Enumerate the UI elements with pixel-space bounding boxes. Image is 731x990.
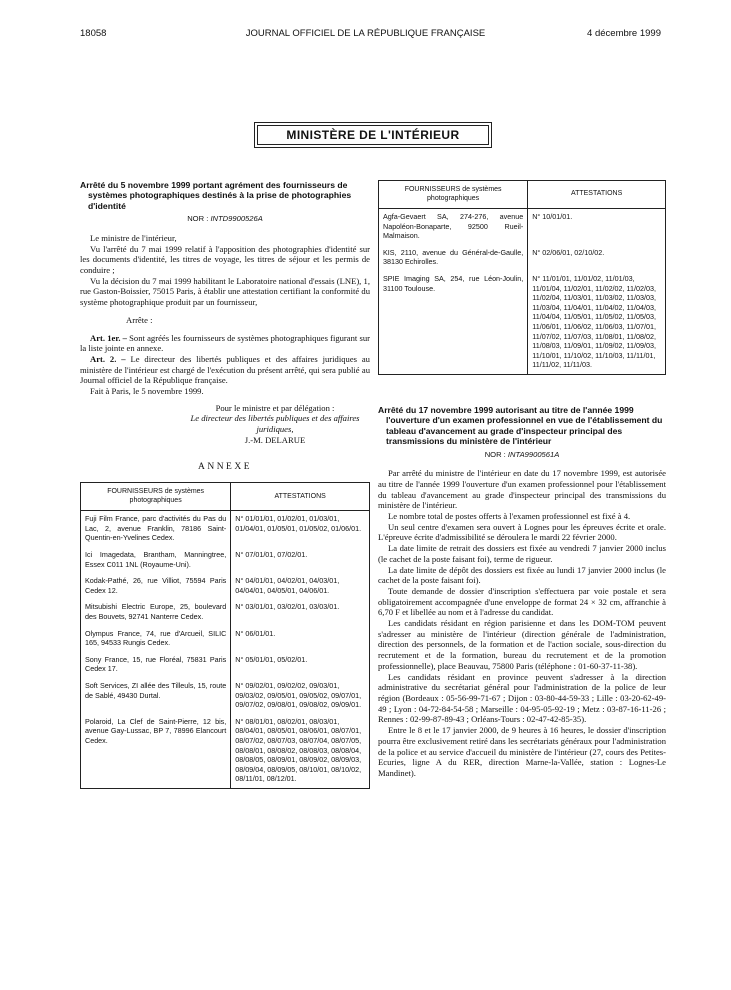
supplier-cell: KIS, 2110, avenue du Général-de-Gaulle, 38130 Echirolles. (379, 245, 528, 271)
ministry-title: MINISTÈRE DE L'INTÉRIEUR (257, 125, 489, 145)
body-paragraph: Toute demande de dossier d'inscription s'effectuera par voie postale et sera obligatoirement accompagnée d'une enveloppe de format 24 × 32 cm, affranchie à 6,70 F et libellée au nom et à l'adresse du candidat. (378, 585, 666, 618)
vu-paragraph: Vu l'arrêté du 7 mai 1999 relatif à l'apposition des photographies d'identité sur les documents d'identité, les titres de voyage, les titres de séjour et les permis de conduire ; (80, 243, 370, 276)
col-header-fournisseurs: FOURNISSEURS de systèmes photographiques (81, 483, 231, 511)
table-row (81, 599, 370, 625)
right-column (378, 180, 666, 779)
table-row (81, 511, 370, 547)
vu-paragraph: Vu la décision du 7 mai 1999 habilitant le Laboratoire national d'essais (LNE), 1, rue Gaston-Boissier, 75015 Paris, à établir une attestation certifiant la conformité du système photographique produit par un fournisseur, (80, 275, 370, 308)
signature-block: Pour le ministre et par délégation : Le directeur des libertés publiques et des affaires juridiques, J.-M. DELARUE (190, 402, 360, 445)
attestation-cell: N° 03/01/01, 03/02/01, 03/03/01. (231, 599, 370, 625)
body-paragraph: Le nombre total de postes offerts à l'examen professionnel est fixé à 4. (388, 511, 631, 522)
supplier-cell: Sony France, 15, rue Floréal, 75831 Paris Cedex 17. (81, 652, 231, 678)
supplier-cell: Polaroid, La Clef de Saint-Pierre, 12 bis, avenue Gay-Lussac, BP 7, 78996 Elancourt Cedex. (81, 714, 231, 789)
attestation-cell: N° 07/01/01, 07/02/01. (231, 547, 370, 573)
table-row (81, 714, 370, 789)
table-row (379, 271, 666, 374)
col-header-attestations: ATTESTATIONS (528, 181, 666, 209)
attestation-cell: N° 09/02/01, 09/02/02, 09/03/01, 09/03/02, 09/05/01, 09/05/02, 09/07/01, 09/07/02, 09/08/01, 09/08/02, 09/09/01. (231, 678, 370, 714)
table-row (81, 573, 370, 599)
issue-date: 4 décembre 1999 (587, 28, 661, 39)
body-paragraph: Les candidats résidant en région parisienne et dans les DOM-TOM peuvent s'adresser au ministère de l'intérieur (direction générale de l'administration, direction des personnels, de la formation et de l'action sociale, sous-direction du recrutement et de la formation, bureau du recrutement et de la promotion professionnelle), place Beauvau, 75800 Paris (téléphone : 01-60-37-11-38). (378, 618, 666, 671)
table-row (379, 245, 666, 271)
supplier-cell: Kodak-Pathé, 26, rue Villiot, 75594 Paris Cedex 12. (81, 573, 231, 599)
left-column (80, 180, 370, 789)
table-row (81, 652, 370, 678)
minister-line: Le ministre de l'intérieur, (90, 232, 177, 243)
attestation-cell: N° 11/01/01, 11/01/02, 11/01/03, 11/01/04, 11/02/01, 11/02/02, 11/02/03, 11/02/04, 11/03/01, 11/03/02, 11/03/03, 11/03/04, 11/04/01, 11/04/02, 11/04/03, 11/04/04, 11/05/01, 11/05/02, 11/05/03, 11/06/01, 11/06/02, 11/06/03, 11/07/01, 11/07/02, 11/07/03, 11/08/01, 11/08/02, 11/08/03, 11/09/01, 11/09/02, 11/09/03, 11/10/01, 11/10/02, 11/10/03, 11/11/01, 11/11/02, 11/11/03. (528, 271, 666, 374)
nor-reference: NOR : INTD9900526A (187, 214, 263, 224)
attestation-cell: N° 08/01/01, 08/02/01, 08/03/01, 08/04/01, 08/05/01, 08/06/01, 08/07/01, 08/07/02, 08/07/03, 08/07/04, 08/07/05, 08/08/01, 08/08/02, 08/08/03, 08/08/04, 08/08/05, 08/09/01, 08/09/02, 08/09/03, 08/09/04, 08/09/05, 08/10/01, 08/10/02, 08/11/01, 08/12/01. (231, 714, 370, 789)
table-row (81, 626, 370, 652)
page-header (0, 28, 731, 46)
arrete-title: Arrêté du 5 novembre 1999 portant agrément des fournisseurs de systèmes photographiques destinés à la prise de photographies d'identité (80, 180, 352, 211)
body-paragraph: La date limite de retrait des dossiers est fixée au vendredi 7 janvier 2000 inclus (le cachet de la poste faisant foi), terme de rigueur. (378, 543, 666, 564)
supplier-cell: Agfa-Gevaert SA, 274-276, avenue Napoléon-Bonaparte, 92500 Rueil-Malmaison. (379, 209, 528, 245)
supplier-cell: Olympus France, 74, rue d'Arcueil, SILIC 165, 94533 Rungis Cedex. (81, 626, 231, 652)
journal-title: JOURNAL OFFICIEL DE LA RÉPUBLIQUE FRANÇAISE (245, 28, 486, 39)
supplier-cell: Fuji Film France, parc d'activités du Pas du Lac, 2, avenue Franklin, 78186 Saint-Quentin-en-Yvelines Cedex. (81, 511, 231, 547)
attestation-cell: N° 06/01/01. (231, 626, 370, 652)
fait-line: Fait à Paris, le 5 novembre 1999. (90, 386, 204, 397)
body-paragraph: Par arrêté du ministre de l'intérieur en date du 17 novembre 1999, est autorisée au titre de l'année 1999 l'ouverture d'un examen professionnel pour l'établissement du tableau d'avancement au grade d'inspecteur principal des transmissions du ministère de l'intérieur. (378, 468, 666, 511)
body-paragraph: Un seul centre d'examen sera ouvert à Lognes pour les épreuves écrite et orale. L'épreuve écrite d'admissibilité se déroulera le mardi 22 février 2000. (378, 521, 666, 543)
attestation-cell: N° 04/01/01, 04/02/01, 04/03/01, 04/04/01, 04/05/01, 04/06/01. (231, 573, 370, 599)
article-1: Art. 1er. – Sont agréés les fournisseurs de systèmes photographiques figurant sur la liste jointe en annexe. (80, 332, 370, 354)
attestation-cell: N° 10/01/01. (528, 209, 666, 245)
table-row (379, 209, 666, 245)
attestation-cell: N° 01/01/01, 01/02/01, 01/03/01, 01/04/01, 01/05/01, 01/05/02, 01/06/01. (231, 511, 370, 547)
attestation-cell: N° 02/06/01, 02/10/02. (528, 245, 666, 271)
col-header-fournisseurs: FOURNISSEURS de systèmes photographiques (379, 181, 528, 209)
table-row (81, 678, 370, 714)
suppliers-table (80, 482, 370, 789)
arrete-body (378, 468, 666, 778)
supplier-cell: Soft Services, ZI allée des Tilleuls, 15, route de Sablé, 49430 Durtal. (81, 678, 231, 714)
table-row (81, 547, 370, 573)
col-header-attestations: ATTESTATIONS (231, 483, 370, 511)
supplier-cell: Ici Imagedata, Brantham, Manningtree, Essex C011 1NL (Royaume-Uni). (81, 547, 231, 573)
annexe-heading: ANNEXE (197, 461, 253, 472)
supplier-cell: Mitsubishi Electric Europe, 25, boulevard des Bouvets, 92741 Nanterre Cedex. (81, 599, 231, 625)
body-paragraph: La date limite de dépôt des dossiers est fixée au lundi 17 janvier 2000 inclus (le cachet de la poste faisant foi). (378, 564, 666, 586)
supplier-cell: SPIE Imaging SA, 254, rue Léon-Joulin, 31100 Toulouse. (379, 271, 528, 374)
body-paragraph: Entre le 8 et le 17 janvier 2000, de 9 heures à 16 heures, le dossier d'inscription pourra être exclusivement retiré dans les secrétariats généraux pour l'administration de la police et au service d'accueil du ministère de l'intérieur (27, cours des Petites-Ecuries, ligne A du RER, direction Marne-la-Vallée, station : Lognes-Le Mandinet). (378, 725, 666, 778)
suppliers-table-continued (378, 180, 666, 375)
article-2: Art. 2. – Le directeur des libertés publiques et des affaires juridiques au ministère de l'intérieur est chargé de l'exécution du présent arrêté, qui sera publié au Journal officiel de la République française. (80, 353, 370, 386)
nor-reference: NOR : INTA9900561A (484, 449, 560, 459)
body-paragraph: Les candidats résidant en province peuvent s'adresser à la direction administrative du secrétariat général pour l'administration de la police de leur région (Bordeaux : 05-56-99-71-67 ; Dijon : 03-80-44-59-33 ; Lille : 03-20-62-49-49 ; Lyon : 04-72-84-54-58 ; Marseille : 04-95-05-92-19 ; Metz : 03-87-16-11-26 ; Rennes : 02-99-87-89-43 ; Orléans-Tours : 02-47-42-85-35). (378, 671, 666, 725)
page-number: 18058 (80, 28, 107, 39)
attestation-cell: N° 05/01/01, 05/02/01. (231, 652, 370, 678)
ministry-banner (254, 122, 492, 148)
arrete-title: Arrêté du 17 novembre 1999 autorisant au titre de l'année 1999 l'ouverture d'un examen professionnel en vue de l'établissement du tableau d'avancement au grade d'inspecteur principal des transmissions du ministère de l'intérieur (378, 404, 663, 447)
arrete-word: Arrête : (126, 314, 153, 325)
